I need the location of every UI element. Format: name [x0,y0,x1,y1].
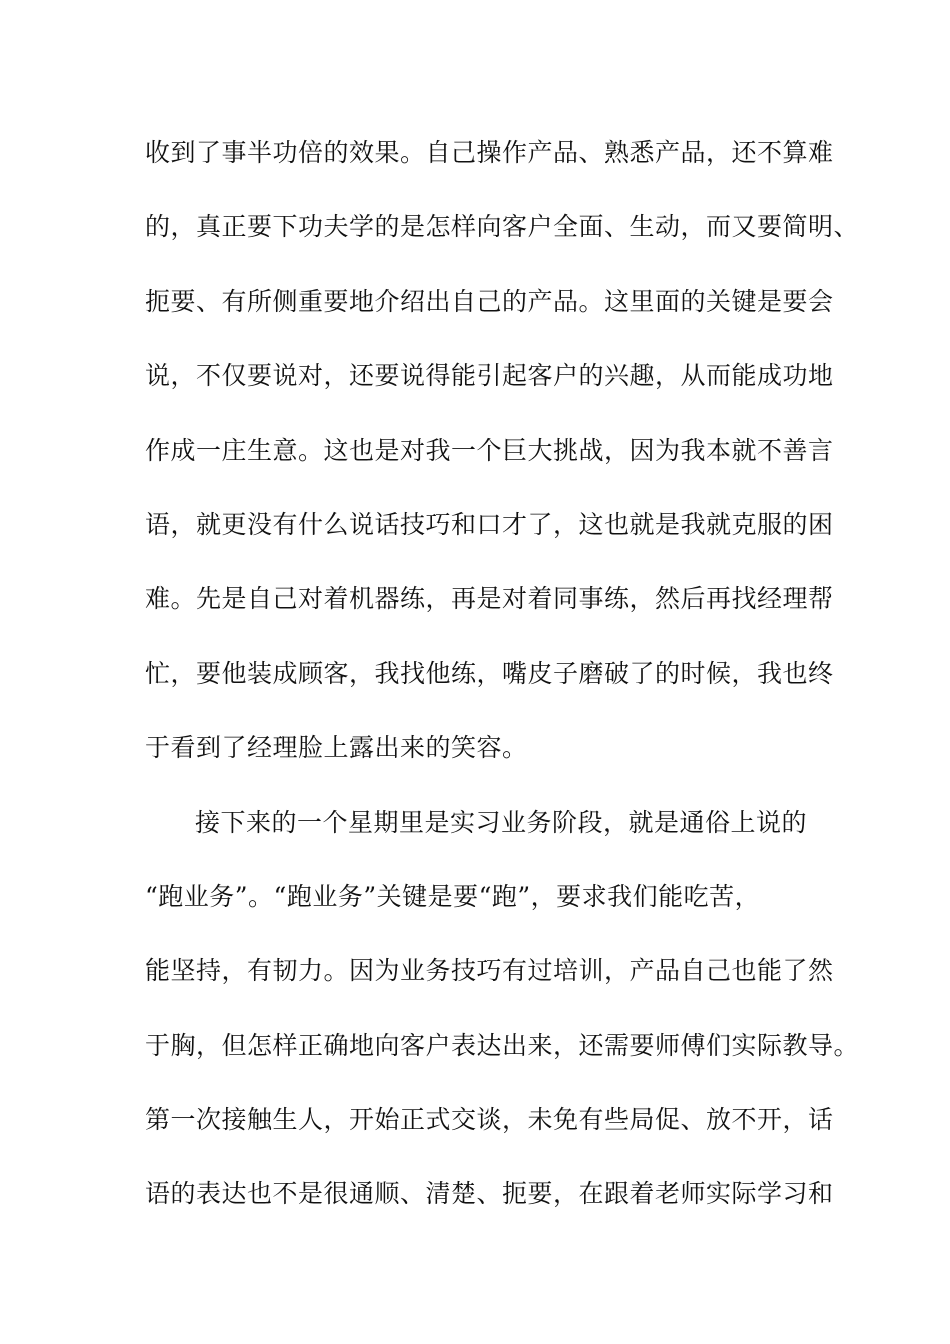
text-line: 能坚持，有韧力。因为业务技巧有过培训，产品自己也能了然 [145,956,834,986]
text-line: 语，就更没有什么说话技巧和口才了，这也就是我就克服的困 [145,509,834,539]
text-line: 难。先是自己对着机器练，再是对着同事练，然后再找经理帮 [145,584,834,614]
text-line: 于看到了经理脸上露出来的笑容。 [145,733,528,763]
body-text [145,127,860,1243]
text-line: “跑业务”。“跑业务”关键是要“跑”，要求我们能吃苦， [145,881,761,911]
text-line: 于胸，但怎样正确地向客户表达出来，还需要师傅们实际教导。 [145,1030,860,1060]
text-line: 的，真正要下功夫学的是怎样向客户全面、生动，而又要简明、 [145,212,860,242]
text-line: 收到了事半功倍的效果。自己操作产品、熟悉产品，还不算难 [145,138,834,167]
text-line: 扼要、有所侧重要地介绍出自己的产品。这里面的关键是要会 [145,286,834,316]
text-line: 语的表达也不是很通顺、清楚、扼要，在跟着老师实际学习和 [145,1179,834,1209]
text-line: 忙，要他装成顾客，我找他练，嘴皮子磨破了的时候，我也终 [145,658,834,688]
text-line: 作成一庄生意。这也是对我一个巨大挑战，因为我本就不善言 [145,435,834,465]
text-line: 第一次接触生人，开始正式交谈，未免有些局促、放不开，话 [145,1105,834,1135]
paragraph-first-line: 接下来的一个星期里是实习业务阶段，就是通俗上说的 [195,807,808,837]
text-line: 说，不仅要说对，还要说得能引起客户的兴趣，从而能成功地 [145,361,834,391]
